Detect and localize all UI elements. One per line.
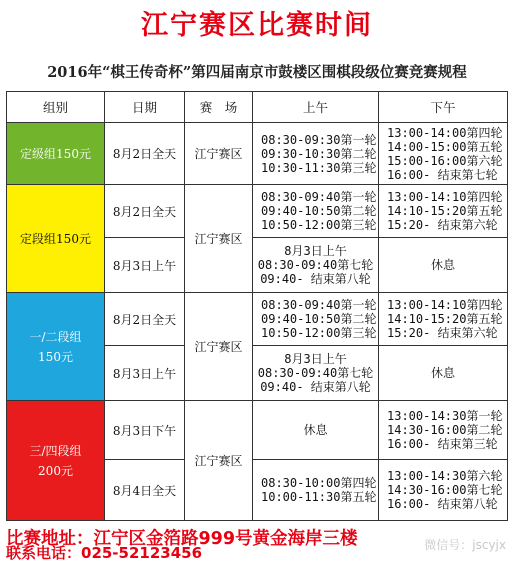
am-cell: 08:30-09:40第一轮 09:40-10:50第二轮 10:50-12:00第三轮	[253, 293, 379, 346]
am-cell: 08:30-09:30第一轮 09:30-10:30第二轮 10:30-11:30第三轮	[253, 123, 379, 185]
date-cell: 8月4日全天	[105, 460, 185, 521]
table-header-row	[7, 92, 508, 123]
venue-cell: 江宁赛区	[185, 401, 253, 521]
contact-line: 联系电话：025-52123456	[6, 544, 203, 562]
header-pm: 下午	[379, 92, 508, 123]
table-row	[7, 401, 508, 460]
pm-cell: 13:00-14:30第六轮 14:30-16:00第七轮 16:00- 结束第八轮	[379, 460, 508, 521]
header-date: 日期	[105, 92, 185, 123]
schedule-table	[6, 91, 508, 521]
group-cell-3-4-dan: 三/四段组 200元	[7, 401, 105, 521]
page-title: 江宁赛区比赛时间	[141, 10, 373, 41]
date-cell: 8月3日上午	[105, 346, 185, 401]
table-row	[7, 185, 508, 238]
group-cell-1-2-dan: 一/二段组 150元	[7, 293, 105, 401]
page-subtitle: 2016年“棋王传奇杯”第四届南京市鼓楼区围棋段级位赛竞赛规程	[47, 64, 467, 81]
date-cell: 8月2日全天	[105, 185, 185, 238]
date-cell: 8月2日全天	[105, 293, 185, 346]
group-cell-rating: 定级组150元	[7, 123, 105, 185]
pm-cell: 13:00-14:30第一轮 14:30-16:00第二轮 16:00- 结束第三轮	[379, 401, 508, 460]
venue-cell: 江宁赛区	[185, 123, 253, 185]
venue-address: 比赛地址：江宁区金箔路999号黄金海岸三楼	[6, 529, 358, 549]
am-cell: 休息	[253, 401, 379, 460]
wechat-watermark: 微信号：jscyjx	[424, 538, 506, 552]
pm-cell: 13:00-14:10第四轮 14:10-15:20第五轮 15:20- 结束第六轮	[379, 293, 508, 346]
venue-cell: 江宁赛区	[185, 293, 253, 401]
pm-cell: 13:00-14:00第四轮 14:00-15:00第五轮 15:00-16:00第六轮 16:00- 结束第七轮	[379, 123, 508, 185]
group-cell-dan: 定段组150元	[7, 185, 105, 293]
am-cell: 8月3日上午 08:30-09:40第七轮 09:40- 结束第八轮	[253, 238, 379, 293]
table-row	[7, 293, 508, 346]
am-cell: 08:30-10:00第四轮 10:00-11:30第五轮	[253, 460, 379, 521]
date-cell: 8月3日下午	[105, 401, 185, 460]
pm-cell: 休息	[379, 238, 508, 293]
table-row	[7, 123, 508, 185]
header-venue: 赛 场	[185, 92, 253, 123]
venue-cell: 江宁赛区	[185, 185, 253, 293]
header-am: 上午	[253, 92, 379, 123]
date-cell: 8月3日上午	[105, 238, 185, 293]
am-cell: 08:30-09:40第一轮 09:40-10:50第二轮 10:50-12:00第三轮	[253, 185, 379, 238]
pm-cell: 13:00-14:10第四轮 14:10-15:20第五轮 15:20- 结束第六轮	[379, 185, 508, 238]
date-cell: 8月2日全天	[105, 123, 185, 185]
header-group: 组别	[7, 92, 105, 123]
am-cell: 8月3日上午 08:30-09:40第七轮 09:40- 结束第八轮	[253, 346, 379, 401]
pm-cell: 休息	[379, 346, 508, 401]
